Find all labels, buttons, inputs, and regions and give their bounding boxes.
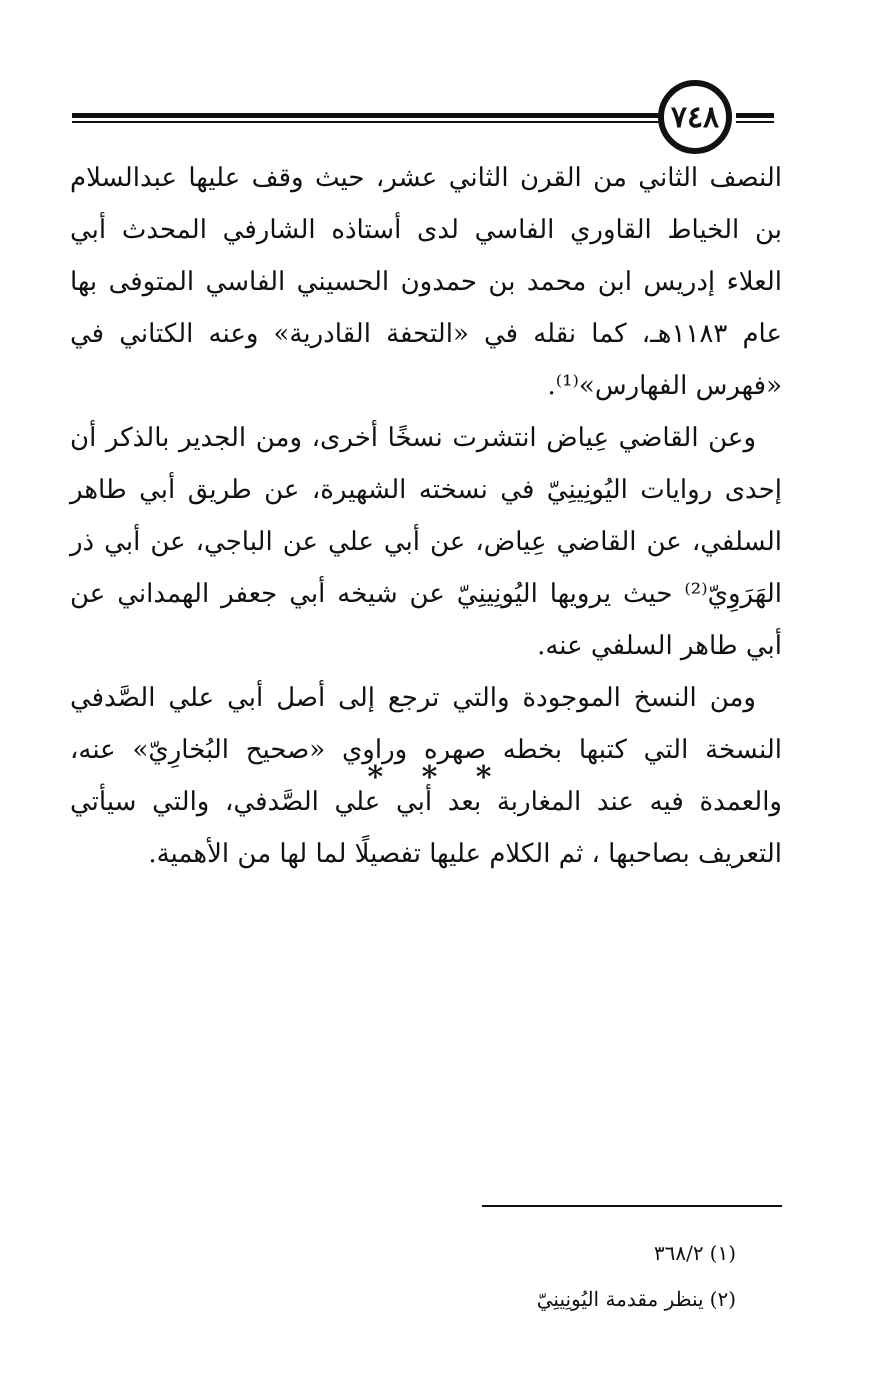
page-number: ٧٤٨ <box>658 80 732 154</box>
footnote-separator <box>482 1205 782 1207</box>
header-rule-right-thin <box>736 121 774 123</box>
footnote-2 <box>380 1276 736 1322</box>
paragraph-3: ومن النسخ الموجودة والتي ترجع إلى أصل أبي علي الصَّدفي النسخة التي كتبها بخطه صهره وراوي «صحيح البُخارِيّ» عنه، والعمدة فيه عند المغاربة بعد أبي علي الصَّدفي، والتي سيأتي التعريف بصاحبها ، ثم الكلام عليها تفصيلًا لما لها من الأهمية. <box>70 683 782 869</box>
paragraph-2-text-b: حيث يرويها اليُونِينِيّ عن شيخه أبي جعفر الهمداني عن أبي طاهر السلفي عنه. <box>70 579 782 661</box>
header-rule-thin <box>72 121 660 123</box>
footnote-text: ينظر مقدمة اليُونِينِيّ <box>536 1287 704 1311</box>
paragraph-2 <box>70 412 782 672</box>
page-header <box>0 0 873 160</box>
header-rule-right-thick <box>736 113 774 118</box>
footnote-marker: (٢) <box>709 1287 736 1311</box>
section-break: * * * <box>367 760 506 795</box>
paragraph-2-text-a: وعن القاضي عِياض انتشرت نسخًا أخرى، ومن الجدير بالذكر أن إحدى روايات اليُونِينِيّ في نسخته الشهيرة، عن طريق أبي طاهر السلفي، عن القاضي عِياض، عن أبي علي عن الباجي، عن أبي ذر الهَرَوِيّ <box>70 423 782 609</box>
footnote-1 <box>380 1230 736 1276</box>
paragraph-1: النصف الثاني من القرن الثاني عشر، حيث وقف عليها عبدالسلام بن الخياط القاوري الفاسي لدى أستاذه الشارفي المحدث أبي العلاء إدريس ابن محمد بن حمدون الحسيني الفاسي المتوفى بها عام ١١٨٣هـ، كما نقله في «التحفة القادرية» وعنه الكتاني في «فهرس الفهارس»⁽¹⁾. <box>70 163 782 401</box>
footnote-ref-2[interactable]: ⁽²⁾ <box>684 579 708 609</box>
footnote-text: ٣٦٨/٢ <box>653 1241 704 1265</box>
header-rule-thick <box>72 113 660 118</box>
footnote-marker: (١) <box>709 1241 736 1265</box>
footnotes <box>380 1230 736 1322</box>
